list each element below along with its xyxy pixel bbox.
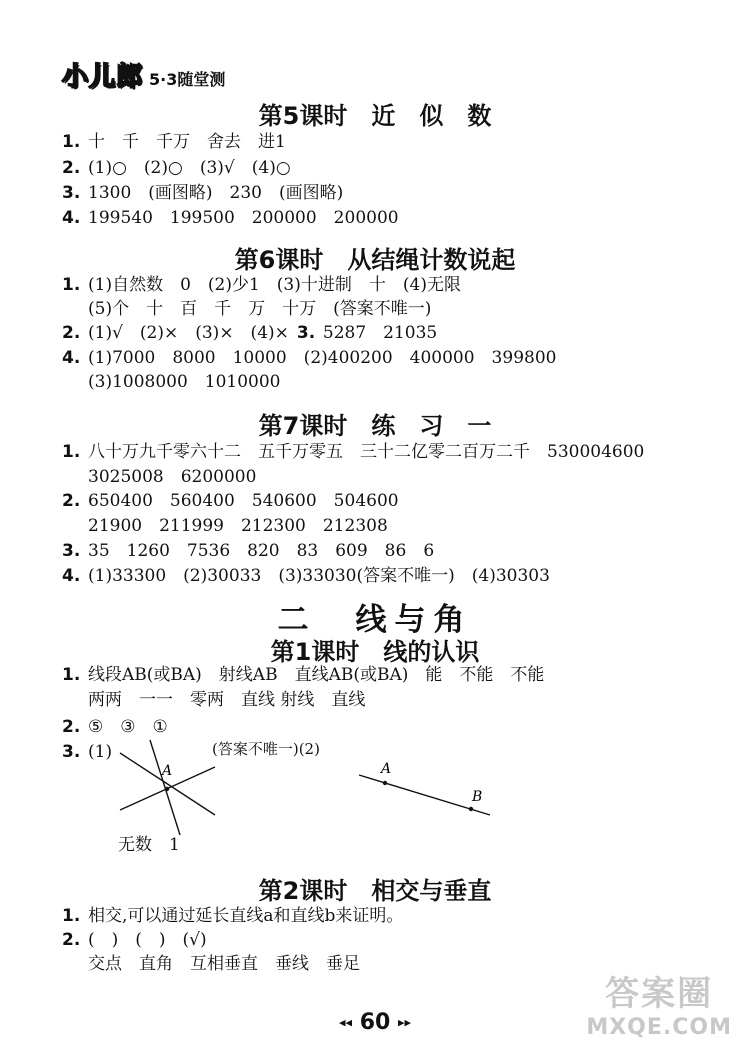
line-2 xyxy=(150,740,180,835)
answer-continuation: (5)个 十 百 千 万 十万 (答案不唯一) xyxy=(88,299,432,319)
section-title-lesson6: 第6课时 从结绳计数说起 xyxy=(234,246,516,274)
next-arrows-icon: ▸▸ xyxy=(397,1015,412,1031)
page-number: 60 xyxy=(359,1010,391,1035)
watermark xyxy=(586,966,732,1040)
answer-text: (1)√ (2)× (3)× (4)× xyxy=(88,323,289,343)
section-title-lines: 第1课时 线的认识 xyxy=(270,638,480,666)
answer-text: (1)自然数 0 (2)少1 (3)十进制 十 (4)无限 xyxy=(88,275,461,295)
answer-text: 650400 560400 540600 504600 xyxy=(88,491,399,511)
answer-row xyxy=(62,565,550,587)
item-number: 3. xyxy=(62,742,81,762)
answer-text: 1300 (画图略) 230 (画图略) xyxy=(88,183,344,203)
answer-row xyxy=(62,322,437,344)
item-number: 2. xyxy=(62,930,81,950)
item-number: 1. xyxy=(62,906,81,926)
answer-text: ⑤ ③ ① xyxy=(88,717,168,737)
answer-row xyxy=(62,207,399,229)
item-number: 4. xyxy=(62,566,81,586)
item-number: 2. xyxy=(62,158,81,178)
answer-text: (1) xyxy=(88,742,113,762)
answer-text: (1)33300 (2)30033 (3)33030(答案不唯一) (4)30303 xyxy=(88,566,550,586)
section-title-lesson5: 第5课时 近 似 数 xyxy=(258,102,492,130)
section-title-lesson7: 第7课时 练 习 一 xyxy=(258,412,492,440)
answer-row xyxy=(62,540,434,562)
item-number: 1. xyxy=(62,665,81,685)
answer-row xyxy=(62,905,403,927)
unit-title: 二 线与角 xyxy=(277,602,473,638)
item-number: 4. xyxy=(62,208,81,228)
answer-row xyxy=(62,929,207,951)
item-number: 3. xyxy=(296,323,316,343)
answer-text: 5287 21035 xyxy=(322,323,438,343)
answer-row xyxy=(62,157,291,179)
item-number: 4. xyxy=(62,348,81,368)
point-a-label: A xyxy=(381,761,392,777)
brand-logo: 小儿郎 xyxy=(62,62,144,92)
answer-text: (1)○ (2)○ (3)√ (4)○ xyxy=(88,158,291,178)
watermark-url: MXQE.COM xyxy=(586,1015,732,1040)
point-a xyxy=(383,781,387,785)
answer-row xyxy=(62,131,286,153)
lines-through-point-figure xyxy=(110,735,220,835)
answer-continuation: (3)1008000 1010000 xyxy=(88,372,281,392)
prev-arrows-icon: ◂◂ xyxy=(338,1015,353,1031)
item-number: 1. xyxy=(62,442,81,462)
answer-text: 35 1260 7536 820 83 609 86 6 xyxy=(88,541,435,561)
section-title-perpendicular: 第2课时 相交与垂直 xyxy=(258,877,492,905)
answer-row xyxy=(62,274,461,296)
point-b-label: B xyxy=(472,789,483,805)
answer-text: 十 千 千万 舍去 进1 xyxy=(88,132,286,152)
answer-row xyxy=(62,441,644,463)
answer-text: 199540 199500 200000 200000 xyxy=(88,208,399,228)
item-number: 3. xyxy=(62,541,81,561)
item-number: 2. xyxy=(62,491,81,511)
answer-text: ( ) ( ) (√) xyxy=(88,930,207,950)
item-number: 2. xyxy=(62,323,81,343)
answer-row xyxy=(62,664,544,686)
answer-continuation: 两两 一一 零两 直线 射线 直线 xyxy=(88,690,366,710)
figure-answer: 无数 1 xyxy=(118,835,180,855)
item-number: 1. xyxy=(62,132,81,152)
item-number: 1. xyxy=(62,275,81,295)
answer-continuation: 交点 直角 互相垂直 垂线 垂足 xyxy=(88,954,360,974)
answer-row xyxy=(62,741,112,763)
answer-note: (答案不唯一)(2) xyxy=(212,740,320,758)
line-ab-figure xyxy=(355,760,495,820)
point-a-label: A xyxy=(162,763,173,779)
watermark-logo: 答案圈 xyxy=(605,974,714,1014)
answer-text: 线段AB(或BA) 射线AB 直线AB(或BA) 能 不能 不能 xyxy=(88,665,545,685)
answer-text: (1)7000 8000 10000 (2)400200 400000 399800 xyxy=(88,348,557,368)
answer-continuation: 21900 211999 212300 212308 xyxy=(88,516,388,536)
brand-header xyxy=(62,56,225,93)
point-a xyxy=(165,787,169,791)
answer-row xyxy=(62,347,556,369)
answer-text: 相交,可以通过延长直线a和直线b来证明。 xyxy=(88,906,404,926)
answer-text: 八十万九千零六十二 五千万零五 三十二亿零二百万二千 530004600 xyxy=(88,442,645,462)
item-number: 3. xyxy=(62,183,81,203)
answer-row xyxy=(62,490,399,512)
answer-continuation: 3025008 6200000 xyxy=(88,467,257,487)
brand-subtitle: 5·3随堂测 xyxy=(149,70,226,89)
answer-row xyxy=(62,182,343,204)
item-number: 2. xyxy=(62,717,81,737)
point-b xyxy=(469,807,473,811)
